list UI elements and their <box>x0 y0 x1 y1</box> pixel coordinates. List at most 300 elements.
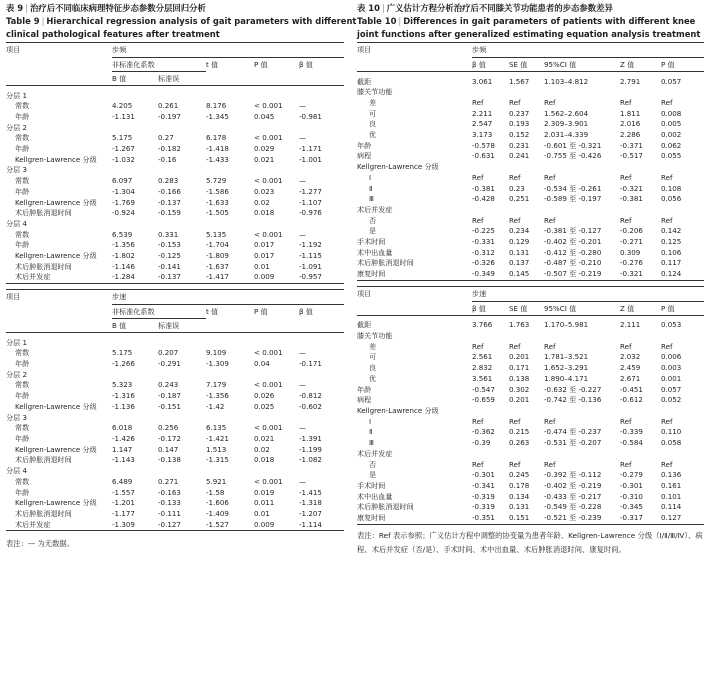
table-cell: Ref <box>472 459 484 469</box>
row-label: 常数 <box>15 348 30 358</box>
header-row <box>6 58 344 72</box>
table-row <box>357 460 704 471</box>
table-cell: 0.231 <box>509 140 530 150</box>
table-cell: Ref <box>472 341 484 351</box>
header-se: SE 值 <box>509 58 544 72</box>
table-cell: -0.381 至 -0.127 <box>544 226 602 236</box>
table-cell: -1.304 <box>112 186 135 196</box>
table-cell: -0.171 <box>299 359 322 369</box>
header-blank <box>357 58 472 72</box>
row-label: 年龄 <box>15 144 30 154</box>
table-cell: -0.392 至 -0.112 <box>544 470 602 480</box>
row-label: 优 <box>369 373 377 383</box>
table-cell: -1.143 <box>112 455 135 465</box>
table-cell: -1.426 <box>112 433 135 443</box>
table-cell: 2.561 <box>472 352 493 362</box>
table-cell: -0.351 <box>472 513 509 524</box>
row-label: Ⅰ <box>369 416 372 426</box>
row-label: 年龄 <box>15 240 30 250</box>
table-cell: 0.057 <box>661 384 682 394</box>
table-cell: Ref <box>620 215 632 225</box>
table-cell: -0.321 <box>620 183 643 193</box>
table-row <box>357 77 704 88</box>
header-blank <box>6 319 112 333</box>
table-cell: -1.114 <box>299 520 344 531</box>
table-cell: 5.323 <box>112 380 133 390</box>
table-row <box>357 406 704 417</box>
row-label: Ⅲ <box>369 438 374 448</box>
row-label: 病程 <box>357 151 372 161</box>
table-cell: 1.763 <box>509 320 530 330</box>
table-9-caption <box>6 2 357 42</box>
table-cell: Ref <box>509 97 521 107</box>
table-cell: Ref <box>472 97 484 107</box>
table-cell: < 0.001 <box>254 229 283 239</box>
table-cell: — <box>299 229 307 239</box>
table-row <box>6 391 344 402</box>
table-cell: Ref <box>661 97 673 107</box>
row-label: 术后并发症 <box>357 448 393 458</box>
table-row <box>357 205 704 216</box>
table-row <box>357 151 704 162</box>
table-cell: < 0.001 <box>254 101 283 111</box>
table-cell: — <box>299 348 307 358</box>
table-cell: -0.981 <box>299 111 322 121</box>
table-9-column <box>6 2 357 551</box>
table-cell: 0.131 <box>509 502 530 512</box>
table-cell: Ref <box>661 215 673 225</box>
header-se: SE 值 <box>509 301 544 315</box>
header-blank <box>206 319 254 333</box>
group-row <box>6 466 344 477</box>
header-blank <box>357 301 472 315</box>
row-label: Kellgren-Lawrence 分级 <box>15 498 97 508</box>
table-cell: 0.006 <box>661 352 682 362</box>
table-cell: 0.138 <box>509 373 530 383</box>
table-cell: < 0.001 <box>254 348 283 358</box>
table-row <box>6 112 344 123</box>
row-label: 常数 <box>15 476 30 486</box>
table-cell: 0.02 <box>254 444 270 454</box>
table-cell: -0.197 <box>158 111 181 121</box>
row-label: 术后并发症 <box>357 204 393 214</box>
table-cell: -1.277 <box>299 186 322 196</box>
table-cell: -0.163 <box>158 487 181 497</box>
header-item: 项目 <box>357 286 472 301</box>
table-cell: 1.562–2.604 <box>544 108 589 118</box>
row-label: 差 <box>369 341 377 351</box>
table-cell: 0.193 <box>509 119 530 129</box>
row-label: Ⅱ <box>369 183 373 193</box>
table-cell: 0.234 <box>509 226 530 236</box>
table-cell: -1.356 <box>112 240 135 250</box>
table-cell: 0.018 <box>254 208 275 218</box>
table-row <box>357 395 704 406</box>
row-label: 常数 <box>15 176 30 186</box>
group-label: 分层 1 <box>6 337 27 347</box>
table-cell: 0.137 <box>509 258 530 268</box>
table-cell: -0.584 <box>620 438 643 448</box>
table-cell: 0.055 <box>661 151 682 161</box>
table-cell: Ref <box>661 341 673 351</box>
table-cell: 0.029 <box>254 144 275 154</box>
table-cell: 0.110 <box>661 427 682 437</box>
header-row <box>357 286 704 301</box>
table-cell: 1.811 <box>620 108 641 118</box>
table-10-caption <box>357 2 704 42</box>
header-blank <box>206 72 254 86</box>
table-row <box>357 226 704 237</box>
table-cell: -1.284 <box>112 272 158 283</box>
header-blank <box>254 72 299 86</box>
table-cell: Ref <box>472 416 484 426</box>
table-cell: 6.489 <box>112 476 133 486</box>
table-row <box>6 359 344 370</box>
row-label: 术中出血量 <box>357 247 393 257</box>
table-cell: < 0.001 <box>254 176 283 186</box>
table-cell: 0.001 <box>661 373 682 383</box>
table-row <box>357 258 704 269</box>
row-label: 常数 <box>15 423 30 433</box>
table-cell: -0.578 <box>472 140 495 150</box>
table-cell: 0.02 <box>254 197 270 207</box>
table-cell: -1.207 <box>299 508 322 518</box>
table-cell: -1.345 <box>206 111 229 121</box>
table-row <box>6 509 344 520</box>
table-cell: -0.362 <box>472 427 495 437</box>
table-cell: 0.052 <box>661 395 682 405</box>
table-cell: -0.137 <box>158 272 206 283</box>
row-label: Ⅱ <box>369 427 373 437</box>
header-ci: 95%CI 值 <box>544 58 620 72</box>
table-cell: 0.201 <box>509 395 530 405</box>
table-cell: -1.557 <box>112 487 135 497</box>
table-row <box>357 449 704 460</box>
group-label: 分层 3 <box>6 412 27 422</box>
table-cell: -0.159 <box>158 208 181 218</box>
table-cell: 0.151 <box>509 513 544 524</box>
header-z: Z 值 <box>620 301 661 315</box>
table-cell: 1.567 <box>509 76 530 86</box>
table-cell: -0.301 <box>620 480 643 490</box>
table-row <box>6 230 344 241</box>
table-cell: 0.101 <box>661 491 682 501</box>
table-cell: -0.402 至 -0.201 <box>544 237 602 247</box>
table-cell: 0.201 <box>509 352 530 362</box>
table-cell: -0.534 至 -0.261 <box>544 183 602 193</box>
table-row <box>6 144 344 155</box>
table-cell: -0.742 至 -0.136 <box>544 395 602 405</box>
row-label: 术后肿胀消退时间 <box>357 502 414 512</box>
table-cell: 1.103–4.812 <box>544 76 589 86</box>
table-row <box>357 130 704 141</box>
table-cell: 2.791 <box>620 76 641 86</box>
table-row <box>6 208 344 219</box>
row-label: 术中出血量 <box>357 491 393 501</box>
row-label: Ⅰ <box>369 172 372 182</box>
table-row <box>357 248 704 259</box>
table-row <box>357 374 704 385</box>
row-label: 常数 <box>15 380 30 390</box>
table-cell: -1.415 <box>299 487 322 497</box>
header-beta: β 值 <box>472 58 509 72</box>
row-label: 年龄 <box>15 433 30 443</box>
group-row <box>6 91 344 102</box>
table-cell: 0.243 <box>158 380 179 390</box>
table-cell: 0.142 <box>661 226 682 236</box>
row-label: 术后并发症 <box>6 272 112 283</box>
header-unstd: 非标准化系数 <box>112 58 206 72</box>
table-row <box>357 352 704 363</box>
table-cell: 3.766 <box>472 320 493 330</box>
row-label: 年龄 <box>15 359 30 369</box>
table-10-note: 表注：Ref 表示参照；广义估计方程中调整的协变量为患者年龄、Kellgren-Lawrence 分级（Ⅰ/Ⅱ/Ⅲ/Ⅳ）、病程、术后并发症（否/是）、手术时间、术中出血量、术后肿胀消退时间、康复时间。 <box>357 530 703 554</box>
table-cell: -0.474 至 -0.237 <box>544 427 602 437</box>
table-cell: 0.009 <box>254 272 299 283</box>
table-cell: 2.111 <box>620 320 641 330</box>
table-cell: -0.507 至 -0.219 <box>544 269 620 280</box>
row-label: 年龄 <box>15 186 30 196</box>
table-cell: -1.316 <box>112 391 135 401</box>
table-row <box>357 141 704 152</box>
table-cell: 0.131 <box>509 247 530 257</box>
header-blank <box>6 58 112 72</box>
row-label: 是 <box>369 226 377 236</box>
table-cell: 0.114 <box>661 502 682 512</box>
table-cell: Ref <box>544 172 556 182</box>
row-label: 术后肿胀消退时间 <box>15 455 72 465</box>
table-cell: -0.957 <box>299 272 344 283</box>
table-cell: Ref <box>620 459 632 469</box>
header-row <box>6 319 344 333</box>
table-cell: Ref <box>509 341 521 351</box>
table-cell: 5.729 <box>206 176 227 186</box>
table-cell: 0.011 <box>254 498 275 508</box>
table-row <box>6 262 344 273</box>
table-cell: -0.301 <box>472 470 495 480</box>
table-cell: -1.107 <box>299 197 322 207</box>
table-cell: -1.42 <box>206 401 225 411</box>
table-cell: -1.769 <box>112 197 135 207</box>
header-item: 项目 <box>6 43 112 58</box>
table-cell: Ref <box>544 215 556 225</box>
table-cell: -0.517 <box>620 151 643 161</box>
table-cell: -0.531 至 -0.207 <box>544 438 602 448</box>
table-cell: -0.279 <box>620 470 643 480</box>
table-9-caption-en: Table 9 | Hierarchical regression analysis of gait parameters with different <box>6 16 357 26</box>
table-cell: -0.137 <box>158 197 181 207</box>
table-cell: -0.755 至 -0.426 <box>544 151 602 161</box>
row-label: 截距 <box>357 76 372 86</box>
table-cell: 0.025 <box>254 401 275 411</box>
table-row <box>6 101 344 112</box>
table-cell: — <box>299 476 307 486</box>
table-10-section <box>357 42 704 281</box>
table-cell: 0.01 <box>254 261 270 271</box>
table-cell: 8.176 <box>206 101 227 111</box>
table-row <box>6 348 344 359</box>
table-cell: 0.023 <box>254 186 275 196</box>
table-cell: 0.152 <box>509 130 530 140</box>
table-cell: 0.026 <box>254 391 275 401</box>
table-cell: 0.002 <box>661 130 682 140</box>
table-row <box>357 470 704 481</box>
table-cell: -0.589 至 -0.197 <box>544 194 602 204</box>
table-row <box>6 434 344 445</box>
header-se: 标准误 <box>158 72 206 86</box>
table-cell: 0.124 <box>661 269 704 280</box>
header-ci: 95%CI 值 <box>544 301 620 315</box>
table-cell: Ref <box>544 459 556 469</box>
table-row <box>357 320 704 331</box>
table-cell: 0.017 <box>254 240 275 250</box>
table-cell: 0.057 <box>661 76 682 86</box>
table-cell: 1.781–3.521 <box>544 352 589 362</box>
table-cell: < 0.001 <box>254 423 283 433</box>
table-cell: 0.005 <box>661 119 682 129</box>
table-cell: 0.256 <box>158 423 179 433</box>
header-param: 步速 <box>112 290 344 305</box>
table-row <box>357 269 704 280</box>
table-cell: -1.146 <box>112 261 135 271</box>
header-z: Z 值 <box>620 58 661 72</box>
table-row <box>6 423 344 434</box>
row-label: 膝关节功能 <box>357 87 393 97</box>
table-cell: -1.115 <box>299 251 322 261</box>
table-cell: -0.659 <box>472 395 495 405</box>
table-cell: -0.632 至 -0.227 <box>544 384 602 394</box>
group-row <box>6 338 344 349</box>
table-cell: 0.003 <box>661 363 682 373</box>
table-cell: -0.602 <box>299 401 322 411</box>
table-cell: -0.631 <box>472 151 495 161</box>
table-cell: -1.171 <box>299 144 322 154</box>
table-row <box>6 488 344 499</box>
table-row <box>6 498 344 509</box>
row-label: 年龄 <box>15 487 30 497</box>
table-cell: -0.428 <box>472 194 495 204</box>
group-label: 分层 2 <box>6 122 27 132</box>
table-cell: Ref <box>472 172 484 182</box>
table-row <box>357 417 704 428</box>
table-cell: -0.187 <box>158 391 181 401</box>
table-cell: 0.04 <box>254 359 270 369</box>
row-label: 膝关节功能 <box>357 331 393 341</box>
table-row <box>357 481 704 492</box>
table-cell: -1.633 <box>206 197 229 207</box>
table-cell: -0.339 <box>620 427 643 437</box>
table-cell: -1.136 <box>112 401 135 411</box>
table-cell: 2.832 <box>472 363 493 373</box>
table-cell: -1.802 <box>112 251 135 261</box>
table-cell: 5.921 <box>206 476 227 486</box>
table-cell: 0.106 <box>661 247 682 257</box>
table-cell: 0.245 <box>509 470 530 480</box>
table-row <box>357 363 704 374</box>
table-cell: -0.310 <box>620 491 643 501</box>
row-label: Kellgren-Lawrence 分级 <box>15 401 97 411</box>
table-cell: 1.652–3.291 <box>544 363 589 373</box>
table-row <box>6 445 344 456</box>
table-cell: -1.315 <box>206 455 229 465</box>
table-cell: Ref <box>509 459 521 469</box>
table-cell: < 0.001 <box>254 380 283 390</box>
header-row <box>6 72 344 86</box>
table-cell: -0.812 <box>299 391 322 401</box>
table-cell: -0.341 <box>472 480 495 490</box>
table-cell: 0.261 <box>158 101 179 111</box>
header-se: 标准误 <box>158 319 206 333</box>
table-cell: 0.178 <box>509 480 530 490</box>
header-param: 步频 <box>112 43 344 58</box>
row-label: 病程 <box>357 395 372 405</box>
row-label: 术后肿胀消退时间 <box>15 261 72 271</box>
table-cell: -0.976 <box>299 208 322 218</box>
row-label: 术后并发症 <box>6 520 112 531</box>
table-cell: Ref <box>620 341 632 351</box>
table-cell: 0.302 <box>509 384 530 394</box>
table-cell: 2.547 <box>472 119 493 129</box>
table-cell: -0.612 <box>620 395 643 405</box>
table-9-note: 表注：— 为无数据。 <box>6 539 74 549</box>
table-row <box>357 502 704 513</box>
table-cell: 6.539 <box>112 229 133 239</box>
table-row <box>357 342 704 353</box>
table-cell: 0.215 <box>509 427 530 437</box>
table-row <box>6 455 344 466</box>
table-cell: -1.091 <box>299 261 322 271</box>
header-row <box>6 290 344 305</box>
header-p: P 值 <box>254 60 268 70</box>
table-cell: 5.175 <box>112 133 133 143</box>
table-9-caption-cn: 表 9 | 治疗后不同临床病理特征步态参数分层回归分析 <box>6 3 206 13</box>
table-cell: 0.056 <box>661 194 682 204</box>
header-blank <box>6 72 112 86</box>
table-cell: -0.381 <box>620 194 643 204</box>
table-cell: 0.241 <box>509 151 530 161</box>
table-cell: -0.225 <box>472 226 495 236</box>
row-label: 常数 <box>15 229 30 239</box>
table-9-caption-en-line2: clinical pathological features after treatment <box>6 29 220 39</box>
table-row <box>6 240 344 251</box>
row-label: 良 <box>369 119 377 129</box>
table-cell: -1.082 <box>299 455 322 465</box>
table-cell: -0.321 <box>620 269 661 280</box>
table-cell: -0.412 至 -0.280 <box>544 247 602 257</box>
row-label: 术后肿胀消退时间 <box>15 208 72 218</box>
table-10-caption-en-line2: joint functions after generalized estimating equation analysis treatment <box>357 29 701 39</box>
table-cell: Ref <box>620 97 632 107</box>
table-cell: -0.326 <box>472 258 495 268</box>
table-cell: 0.117 <box>661 258 682 268</box>
header-p: P 值 <box>661 301 704 315</box>
table-cell: -1.637 <box>206 261 229 271</box>
table-cell: -1.267 <box>112 144 135 154</box>
header-row <box>6 43 344 58</box>
table-cell: — <box>299 423 307 433</box>
table-cell: 0.23 <box>509 183 525 193</box>
table-cell: -1.505 <box>206 208 229 218</box>
table-cell: -0.924 <box>112 208 135 218</box>
table-cell: < 0.001 <box>254 476 283 486</box>
table-cell: 2.309–3.901 <box>544 119 589 129</box>
table-10-caption-cn: 表 10 | 广义估计方程分析治疗后不同膝关节功能患者的步态参数差异 <box>357 3 613 13</box>
table-cell: 9.109 <box>206 348 227 358</box>
table-cell: Ref <box>661 172 673 182</box>
table-cell: 0.263 <box>509 438 530 448</box>
row-label: 年龄 <box>357 384 372 394</box>
table-cell: 1.513 <box>206 444 227 454</box>
